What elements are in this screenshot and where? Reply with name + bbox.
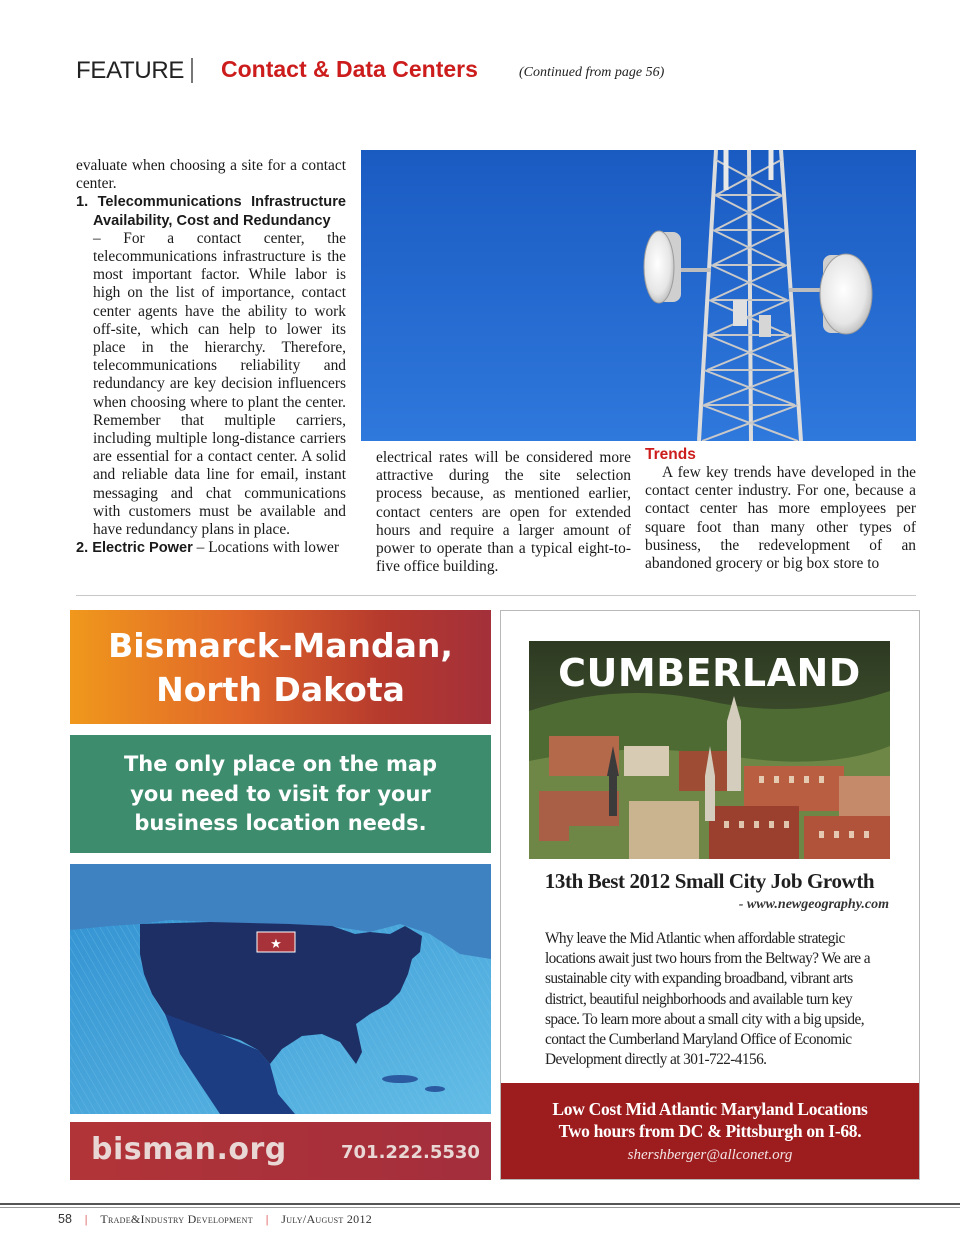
article-column-3	[645, 446, 916, 573]
item-2-body: – Locations with lower	[192, 539, 339, 557]
article-title: Contact & Data Centers	[221, 56, 478, 82]
header-divider	[191, 58, 193, 83]
bismarck-title-band	[70, 610, 491, 724]
bismarck-title-line-2: North Dakota	[156, 670, 405, 709]
svg-text:★: ★	[270, 937, 282, 952]
section-label: FEATURE	[76, 57, 185, 84]
footer-rule-thin	[0, 1207, 960, 1208]
column-2-text: electrical rates will be considered more attractive during the site selection process because, as mentioned earlier, contact centers are open for extended hours and require a larger amount of power to operate than a typical eight-to-five office building.	[376, 449, 631, 576]
bismarck-contact-band	[70, 1122, 491, 1180]
cumberland-ad[interactable]	[500, 610, 920, 1180]
cumberland-town-photo	[529, 641, 890, 859]
bismarck-tagline-band	[70, 735, 491, 853]
trends-heading: Trends	[645, 446, 696, 463]
cumberland-tag-line-2: Two hours from DC & Pittsburgh on I-68.	[558, 1121, 862, 1141]
cumberland-body: Why leave the Mid Atlantic when affordable strategic locations await just two hours from the Beltway? We are a sustainable city with expanding broadband, vibrant arts district, beautiful neighborhoods and available turn key space. To learn more about a small city with a big upside, contact the Cumberland Maryland Office of Economic Development directly at 301-722-4156.	[545, 930, 870, 1069]
cumberland-name: CUMBERLAND	[558, 651, 861, 695]
bismarck-mandan-ad[interactable]	[70, 610, 491, 1180]
page-number: 58	[58, 1212, 72, 1226]
item-1-heading: 1. Telecommunications Infrastructure Availability, Cost and Redundancy	[76, 194, 346, 229]
bismarck-phone: 701.222.5530	[341, 1142, 480, 1163]
page-footer	[58, 1212, 372, 1227]
bismarck-tag-line-2: you need to visit for your	[130, 781, 431, 806]
cumberland-email[interactable]: shershberger@allconet.org	[627, 1147, 793, 1163]
footer-separator: |	[84, 1212, 88, 1226]
issue-date: July/August 2012	[281, 1212, 373, 1226]
cumberland-tag-line-1: Low Cost Mid Atlantic Maryland Locations	[552, 1099, 868, 1119]
section-divider	[76, 595, 916, 596]
bismarck-tag-line-3: business location needs.	[134, 811, 427, 835]
publication-name: Trade&Industry Development	[100, 1212, 253, 1226]
trends-text: A few key trends have developed in the contact center industry. For one, because a contact center has more employees per square foot than many other types of business, the redevelopment of an abandoned grocery or big box store to	[645, 464, 916, 573]
article-column-2	[376, 449, 631, 576]
cumberland-headline: 13th Best 2012 Small City Job Growth	[544, 869, 875, 893]
bismarck-url[interactable]: bisman.org	[91, 1132, 287, 1167]
page-header	[76, 55, 936, 89]
item-2-heading: 2. Electric Power	[76, 540, 193, 557]
telecom-tower-photo	[361, 150, 916, 441]
continued-note: (Continued from page 56)	[519, 65, 665, 80]
item-1-body: – For a contact center, the telecommunications infrastructure is the most important factor. While labor is high on the list of importance, contact center agents have the ability to work off-site, which can help to lower its place in the hierarchy. Therefore, telecommunications reliability and redundancy are key decision influencers when choosing where to plant the center. Remember that multiple carriers, including multiple long-distance carriers are essential for a contact center. A solid and reliable data line for email, instant messaging and chat communications with customers must be available and have redundancy plans in place.	[93, 229, 346, 539]
us-map-graphic	[70, 864, 491, 1114]
cumberland-source: - www.newgeography.com	[738, 897, 889, 912]
bismarck-title-line-1: Bismarck-Mandan,	[108, 626, 453, 665]
bismarck-tag-line-1: The only place on the map	[123, 752, 438, 776]
footer-rule	[0, 1203, 960, 1205]
article-column-1	[76, 157, 346, 557]
intro-text: evaluate when choosing a site for a contact center.	[76, 157, 346, 193]
cumberland-footer-band	[501, 1083, 919, 1179]
footer-separator: |	[265, 1212, 269, 1226]
